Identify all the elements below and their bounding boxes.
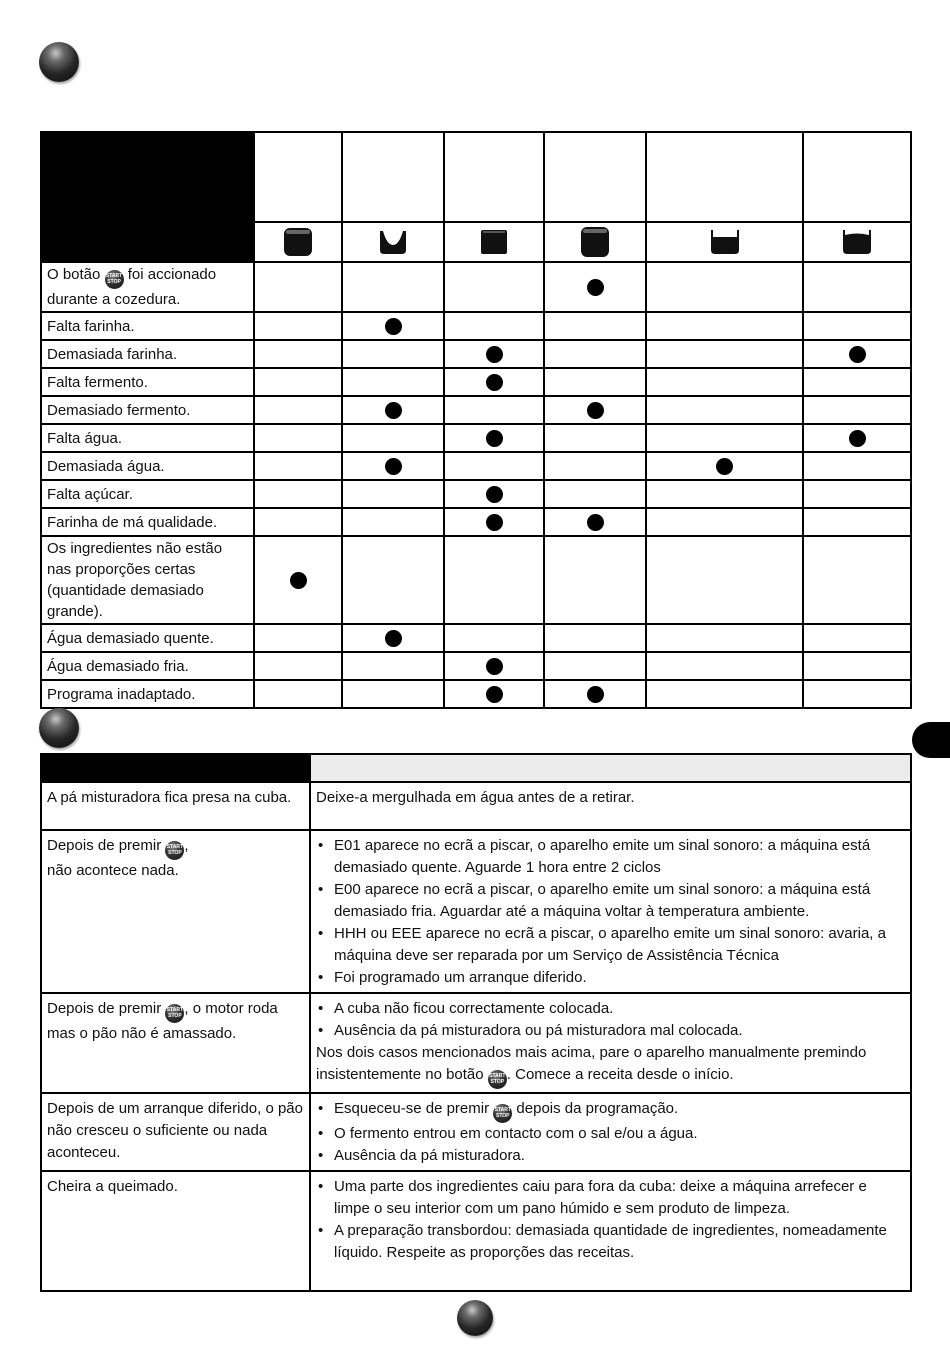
solution-cell: Deixe-a mergulhada em água antes de a retirar. — [310, 782, 911, 830]
start-stop-icon: START STOP — [105, 270, 124, 289]
table-row — [41, 340, 911, 368]
table-row — [41, 1171, 911, 1291]
row-label: Demasiada farinha. — [41, 340, 254, 368]
bullet-item: • E01 aparece no ecrã a piscar, o aparelho emite um sinal sonoro: a máquina está demasiado quente. Aguarde 1 hora entre 2 ciclos — [316, 835, 905, 879]
table-row — [41, 424, 911, 452]
row-label: Demasiado fermento. — [41, 396, 254, 424]
page-ball-icon — [457, 1300, 493, 1336]
mark-dot — [385, 318, 402, 335]
header-cell — [254, 132, 342, 222]
mark-dot — [849, 430, 866, 447]
header-grey-cell — [310, 754, 911, 782]
row-label: Os ingredientes não estão nas proporções certas (quantidade demasiado grande). — [41, 536, 254, 624]
header-cell — [544, 132, 646, 222]
section-ball-icon — [39, 708, 79, 748]
loaf-full-dome-icon — [254, 222, 342, 262]
mark-dot — [486, 430, 503, 447]
mark-dot — [486, 658, 503, 675]
solution-cell — [310, 830, 911, 993]
mark-dot — [716, 458, 733, 475]
row-label: Programa inadaptado. — [41, 680, 254, 708]
table-row — [41, 830, 911, 993]
solution-cell — [310, 1171, 911, 1291]
mark-dot — [486, 346, 503, 363]
mark-dot — [385, 402, 402, 419]
mark-dot — [587, 402, 604, 419]
loaf-flat-square-icon — [444, 222, 544, 262]
mark-dot — [849, 346, 866, 363]
problem-cell: Depois de premir START STOP , não acontece nada. — [41, 830, 310, 993]
table-row — [41, 508, 911, 536]
mark-dot — [486, 374, 503, 391]
row-label: O botão START STOP foi accionado durante a cozedura. — [41, 262, 254, 312]
mark-dot — [385, 458, 402, 475]
mark-dot — [587, 686, 604, 703]
bullet-item: • Uma parte dos ingredientes caiu para fora da cuba: deixe a máquina arrefecer e limpe o seu interior com um pano húmido e sem produto de limpeza. — [316, 1176, 905, 1220]
mark-dot — [486, 514, 503, 531]
table-row — [41, 480, 911, 508]
header-cell — [444, 132, 544, 222]
table-row — [41, 782, 911, 830]
row-label: Água demasiado fria. — [41, 652, 254, 680]
mark-dot — [486, 686, 503, 703]
problem-cell: A pá misturadora fica presa na cuba. — [41, 782, 310, 830]
section-ball-icon — [39, 42, 79, 82]
row-label: Falta farinha. — [41, 312, 254, 340]
mark-dot — [290, 572, 307, 589]
loaf-tall-dome-icon — [544, 222, 646, 262]
start-stop-icon: START STOP — [165, 1004, 184, 1023]
row-label: Falta água. — [41, 424, 254, 452]
row-label: Água demasiado quente. — [41, 624, 254, 652]
mark-dot — [385, 630, 402, 647]
bullet-item: • Esqueceu-se de premir START STOP depois da programação. — [316, 1098, 905, 1123]
solution-note: Nos dois casos mencionados mais acima, pare o aparelho manualmente premindo insistentemente no botão START STOP . Comece a receita desde o início. — [316, 1042, 905, 1089]
problem-cell: Depois de premir START STOP , o motor roda mas o pão não é amassado. — [41, 993, 310, 1093]
side-page-tab — [912, 722, 950, 758]
solution-cell — [310, 1093, 911, 1171]
bread-problems-table — [40, 131, 912, 709]
bullet-item: • A preparação transbordou: demasiada quantidade de ingredientes, nomeadamente líquido. Respeite as proporções das receitas. — [316, 1220, 905, 1264]
loaf-sunken-top-icon — [342, 222, 444, 262]
loaf-low-cut-icon — [646, 222, 803, 262]
table-row — [41, 262, 911, 312]
start-stop-icon: START STOP — [493, 1104, 512, 1123]
header-black-cell — [41, 754, 310, 782]
table-row — [41, 368, 911, 396]
table-row — [41, 536, 911, 624]
troubleshooting-table — [40, 753, 912, 1292]
bullet-item: • Ausência da pá misturadora. — [316, 1145, 905, 1167]
solution-cell — [310, 993, 911, 1093]
bullet-item: • E00 aparece no ecrã a piscar, o aparelho emite um sinal sonoro: a máquina está demasiado fria. Aguardar até a máquina voltar à temperatura ambiente. — [316, 879, 905, 923]
table-row — [41, 452, 911, 480]
loaf-low-rounded-icon — [803, 222, 911, 262]
table-row — [41, 624, 911, 652]
problem-cell: Depois de um arranque diferido, o pão não cresceu o suficiente ou nada aconteceu. — [41, 1093, 310, 1171]
header-cell — [646, 132, 803, 222]
table-row — [41, 680, 911, 708]
start-stop-icon: START STOP — [165, 841, 184, 860]
row-label: Falta açúcar. — [41, 480, 254, 508]
header-black-block — [41, 132, 254, 262]
table-row — [41, 652, 911, 680]
header-cell — [803, 132, 911, 222]
bullet-item: • Foi programado um arranque diferido. — [316, 967, 905, 989]
mark-dot — [587, 514, 604, 531]
bullet-item: • A cuba não ficou correctamente colocada. — [316, 998, 905, 1020]
row-label: Falta fermento. — [41, 368, 254, 396]
header-cell — [342, 132, 444, 222]
mark-dot — [587, 279, 604, 296]
table-row — [41, 396, 911, 424]
bullet-item: • O fermento entrou em contacto com o sal e/ou a água. — [316, 1123, 905, 1145]
problem-cell: Cheira a queimado. — [41, 1171, 310, 1291]
table-row — [41, 1093, 911, 1171]
table-row — [41, 993, 911, 1093]
row-label: Demasiada água. — [41, 452, 254, 480]
mark-dot — [486, 486, 503, 503]
start-stop-icon: START STOP — [488, 1070, 507, 1089]
bullet-item: • Ausência da pá misturadora ou pá misturadora mal colocada. — [316, 1020, 905, 1042]
table-row — [41, 312, 911, 340]
bullet-item: • HHH ou EEE aparece no ecrã a piscar, o aparelho emite um sinal sonoro: avaria, a máquina deve ser reparada por um Serviço de Assistência Técnica — [316, 923, 905, 967]
row-label: Farinha de má qualidade. — [41, 508, 254, 536]
